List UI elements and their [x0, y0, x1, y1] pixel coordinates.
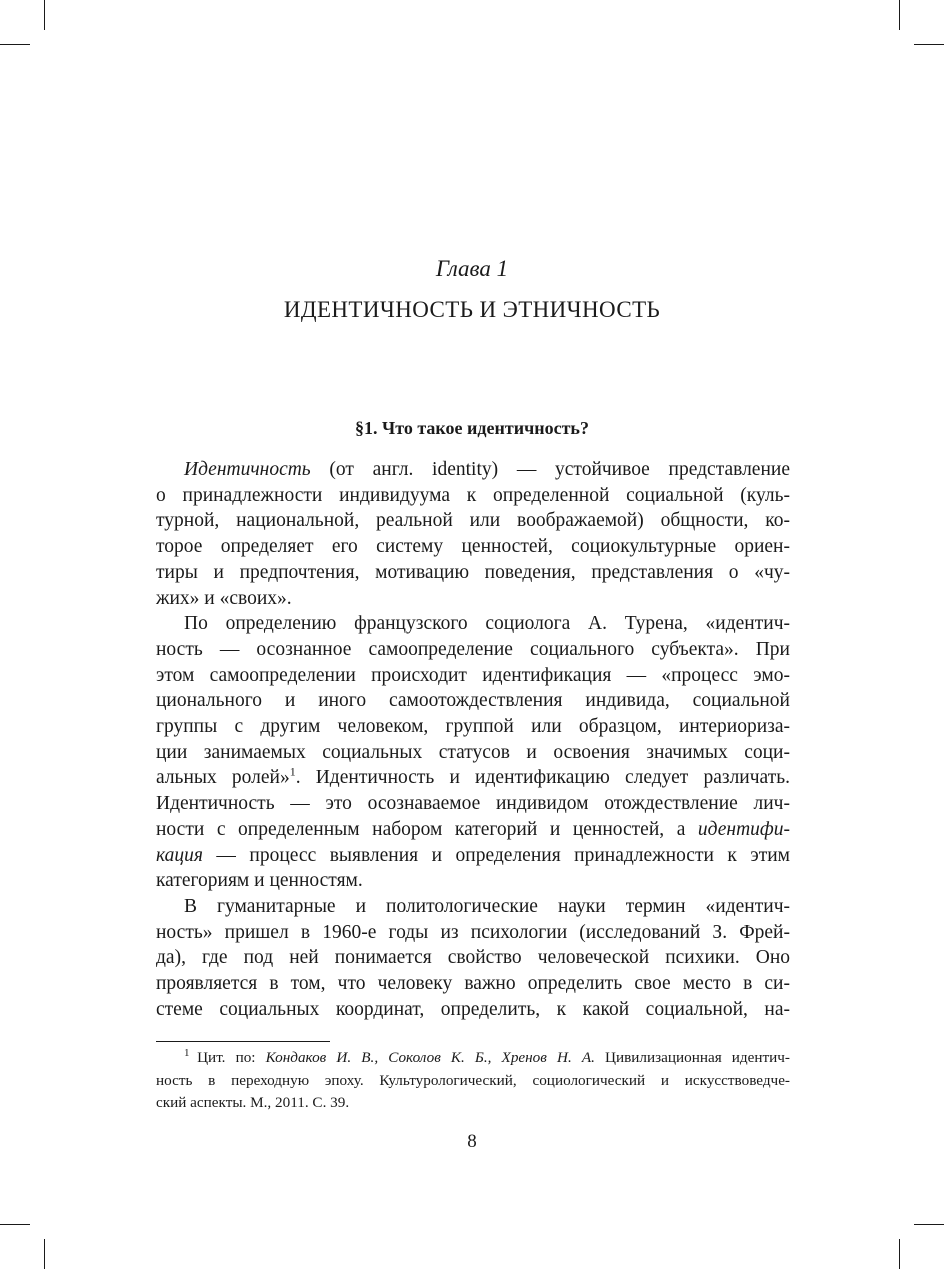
text-run: ности с определенным набором категорий и ценностей, а [156, 818, 698, 840]
text-line [156, 894, 790, 920]
text-line [156, 714, 790, 740]
text-line [156, 817, 790, 843]
text-run: торое определяет его систему ценностей, социокультурные ориен- [156, 536, 790, 558]
text-run: Идентичность — это осознаваемое индивидом отождествление лич- [156, 793, 790, 815]
text-run: турной, национальной, реальной или воображаемой) общности, ко- [156, 510, 790, 532]
paragraph [156, 611, 790, 894]
text-run: кация [156, 844, 203, 866]
body-text [156, 457, 790, 1022]
footnote-number: 1 [184, 1046, 190, 1059]
text-run: ционального и иного самоотождествления индивида, социальной [156, 690, 790, 712]
text-run: стеме социальных координат, определить, к какой социальной, на- [156, 998, 790, 1020]
crop-mark-bottom-left-horizontal [0, 1224, 30, 1225]
crop-mark-top-right-vertical [899, 0, 900, 30]
text-run: ность — осознанное самоопределение социального субъекта». При [156, 638, 790, 660]
text-line [156, 843, 790, 869]
text-run: Идентичность [184, 459, 311, 480]
text-line [156, 920, 790, 946]
text-line [156, 457, 790, 483]
text-run: тиры и предпочтения, мотивацию поведения, представления о «чу- [156, 561, 790, 583]
page-number: 8 [467, 1131, 477, 1152]
text-run: категориям и ценностям. [156, 870, 363, 892]
text-line [156, 765, 790, 791]
text-line [156, 508, 790, 534]
footnote-line [156, 1047, 790, 1070]
paragraph [156, 894, 790, 1023]
text-run: ность» пришел в 1960-е годы из психологии (исследований З. Фрей- [156, 921, 790, 943]
text-run: Цивилизационная идентич- [594, 1049, 790, 1066]
text-run: — процесс выявления и определения принадлежности к этим [202, 844, 790, 866]
footnotes [156, 1047, 790, 1115]
text-run: о принадлежности индивидуума к определенной социальной (куль- [156, 484, 790, 506]
text-run: ции занимаемых социальных статусов и освоения значимых соци- [156, 741, 790, 763]
section-heading: §1. Что такое идентичность? [355, 418, 589, 438]
text-run: жих» и «своих». [156, 587, 292, 609]
text-run: Кондаков И. В., Соколов К. Б., Хренов Н. А. [265, 1049, 595, 1066]
text-line [156, 560, 790, 586]
text-line [156, 637, 790, 663]
footnote-line [156, 1070, 790, 1093]
text-line [156, 688, 790, 714]
text-line [156, 740, 790, 766]
text-run: проявляется в том, что человеку важно определить свое место в си- [156, 973, 790, 995]
footnote-separator [156, 1041, 330, 1042]
text-line [156, 534, 790, 560]
text-run: да), где под ней понимается свойство человеческой психики. Оно [156, 947, 790, 969]
chapter-label: Глава 1 [435, 256, 509, 281]
crop-mark-bottom-right-vertical [899, 1239, 900, 1269]
text-run: ский аспекты. М., 2011. С. 39. [156, 1094, 350, 1111]
text-line [156, 663, 790, 689]
chapter-title: ИДЕНТИЧНОСТЬ И ЭТНИЧНОСТЬ [283, 297, 661, 322]
text-line [156, 997, 790, 1023]
text-run: идентифи- [697, 818, 790, 840]
crop-mark-bottom-left-vertical [44, 1239, 45, 1269]
text-run: альных ролей» [156, 767, 290, 789]
footnote [156, 1047, 790, 1115]
text-run: По определению французского социолога А. Турена, «идентич- [184, 613, 790, 635]
text-run: В гуманитарные и политологические науки термин «идентич- [184, 895, 790, 917]
text-line [156, 945, 790, 971]
text-line [156, 791, 790, 817]
text-run: . Идентичность и идентификацию следует различать. [295, 767, 790, 789]
text-line [156, 586, 790, 612]
text-run: (от англ. identity) — устойчивое представление [310, 459, 790, 480]
text-run: Цит. по: [197, 1049, 266, 1066]
text-line [156, 483, 790, 509]
paragraph [156, 457, 790, 611]
footnote-ref: 1 [289, 764, 296, 779]
crop-mark-top-left-horizontal [0, 44, 30, 45]
text-line [156, 611, 790, 637]
text-line [156, 971, 790, 997]
text-run: этом самоопределении происходит идентификация — «процесс эмо- [156, 664, 790, 686]
text-run: группы с другим человеком, группой или образцом, интериориза- [156, 716, 790, 738]
text-run: ность в переходную эпоху. Культурологический, социологический и искусствоведче- [156, 1071, 790, 1089]
footnote-line [156, 1092, 790, 1115]
crop-mark-top-right-horizontal [914, 44, 944, 45]
crop-mark-top-left-vertical [44, 0, 45, 30]
text-line [156, 868, 790, 894]
crop-mark-bottom-right-horizontal [914, 1224, 944, 1225]
